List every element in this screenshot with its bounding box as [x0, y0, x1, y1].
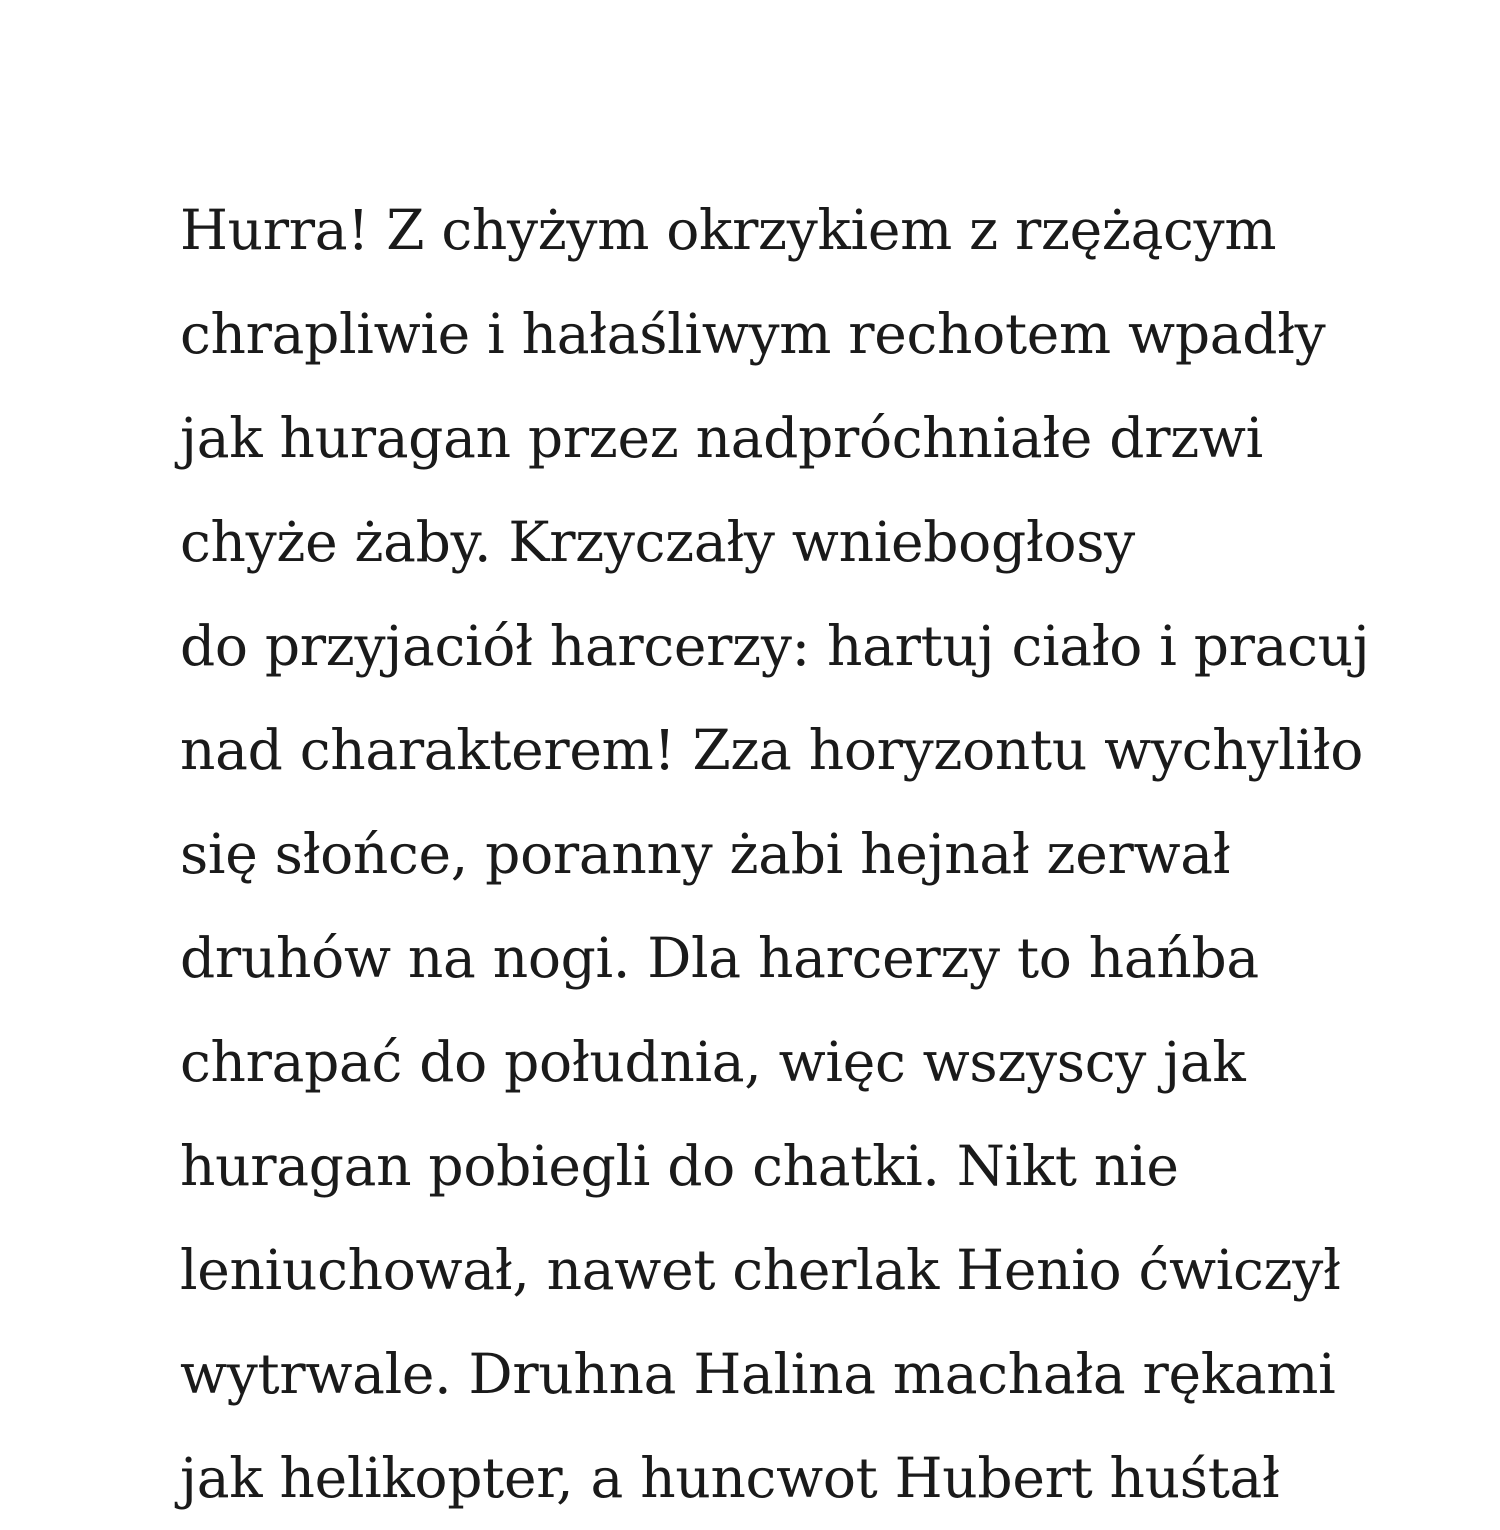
body-text — [180, 178, 1380, 1530]
text-line: druhów na nogi. Dla harcerzy to hańba — [180, 926, 1259, 990]
text-line: chrapać do południa, więc wszyscy jak — [180, 1030, 1246, 1094]
text-line: do przyjaciół harcerzy: hartuj ciało i pracuj — [180, 614, 1370, 678]
text-line: jak huragan przez nadpróchniałe drzwi — [180, 406, 1263, 470]
text-line: leniuchował, nawet cherlak Henio ćwiczył — [180, 1238, 1341, 1302]
text-line: wytrwale. Druhna Halina machała rękami — [180, 1342, 1336, 1406]
text-line: chyże żaby. Krzyczały wniebogłosy — [180, 510, 1135, 574]
text-line: Hurra! Z chyżym okrzykiem z rzężącym — [180, 198, 1277, 262]
text-line: chrapliwie i hałaśliwym rechotem wpadły — [180, 302, 1326, 366]
text-line: nad charakterem! Zza horyzontu wychyliło — [180, 718, 1364, 782]
text-line: huragan pobiegli do chatki. Nikt nie — [180, 1134, 1179, 1198]
text-line: się słońce, poranny żabi hejnał zerwał — [180, 822, 1231, 886]
text-line: jak helikopter, a huncwot Hubert huśtał — [180, 1446, 1280, 1510]
